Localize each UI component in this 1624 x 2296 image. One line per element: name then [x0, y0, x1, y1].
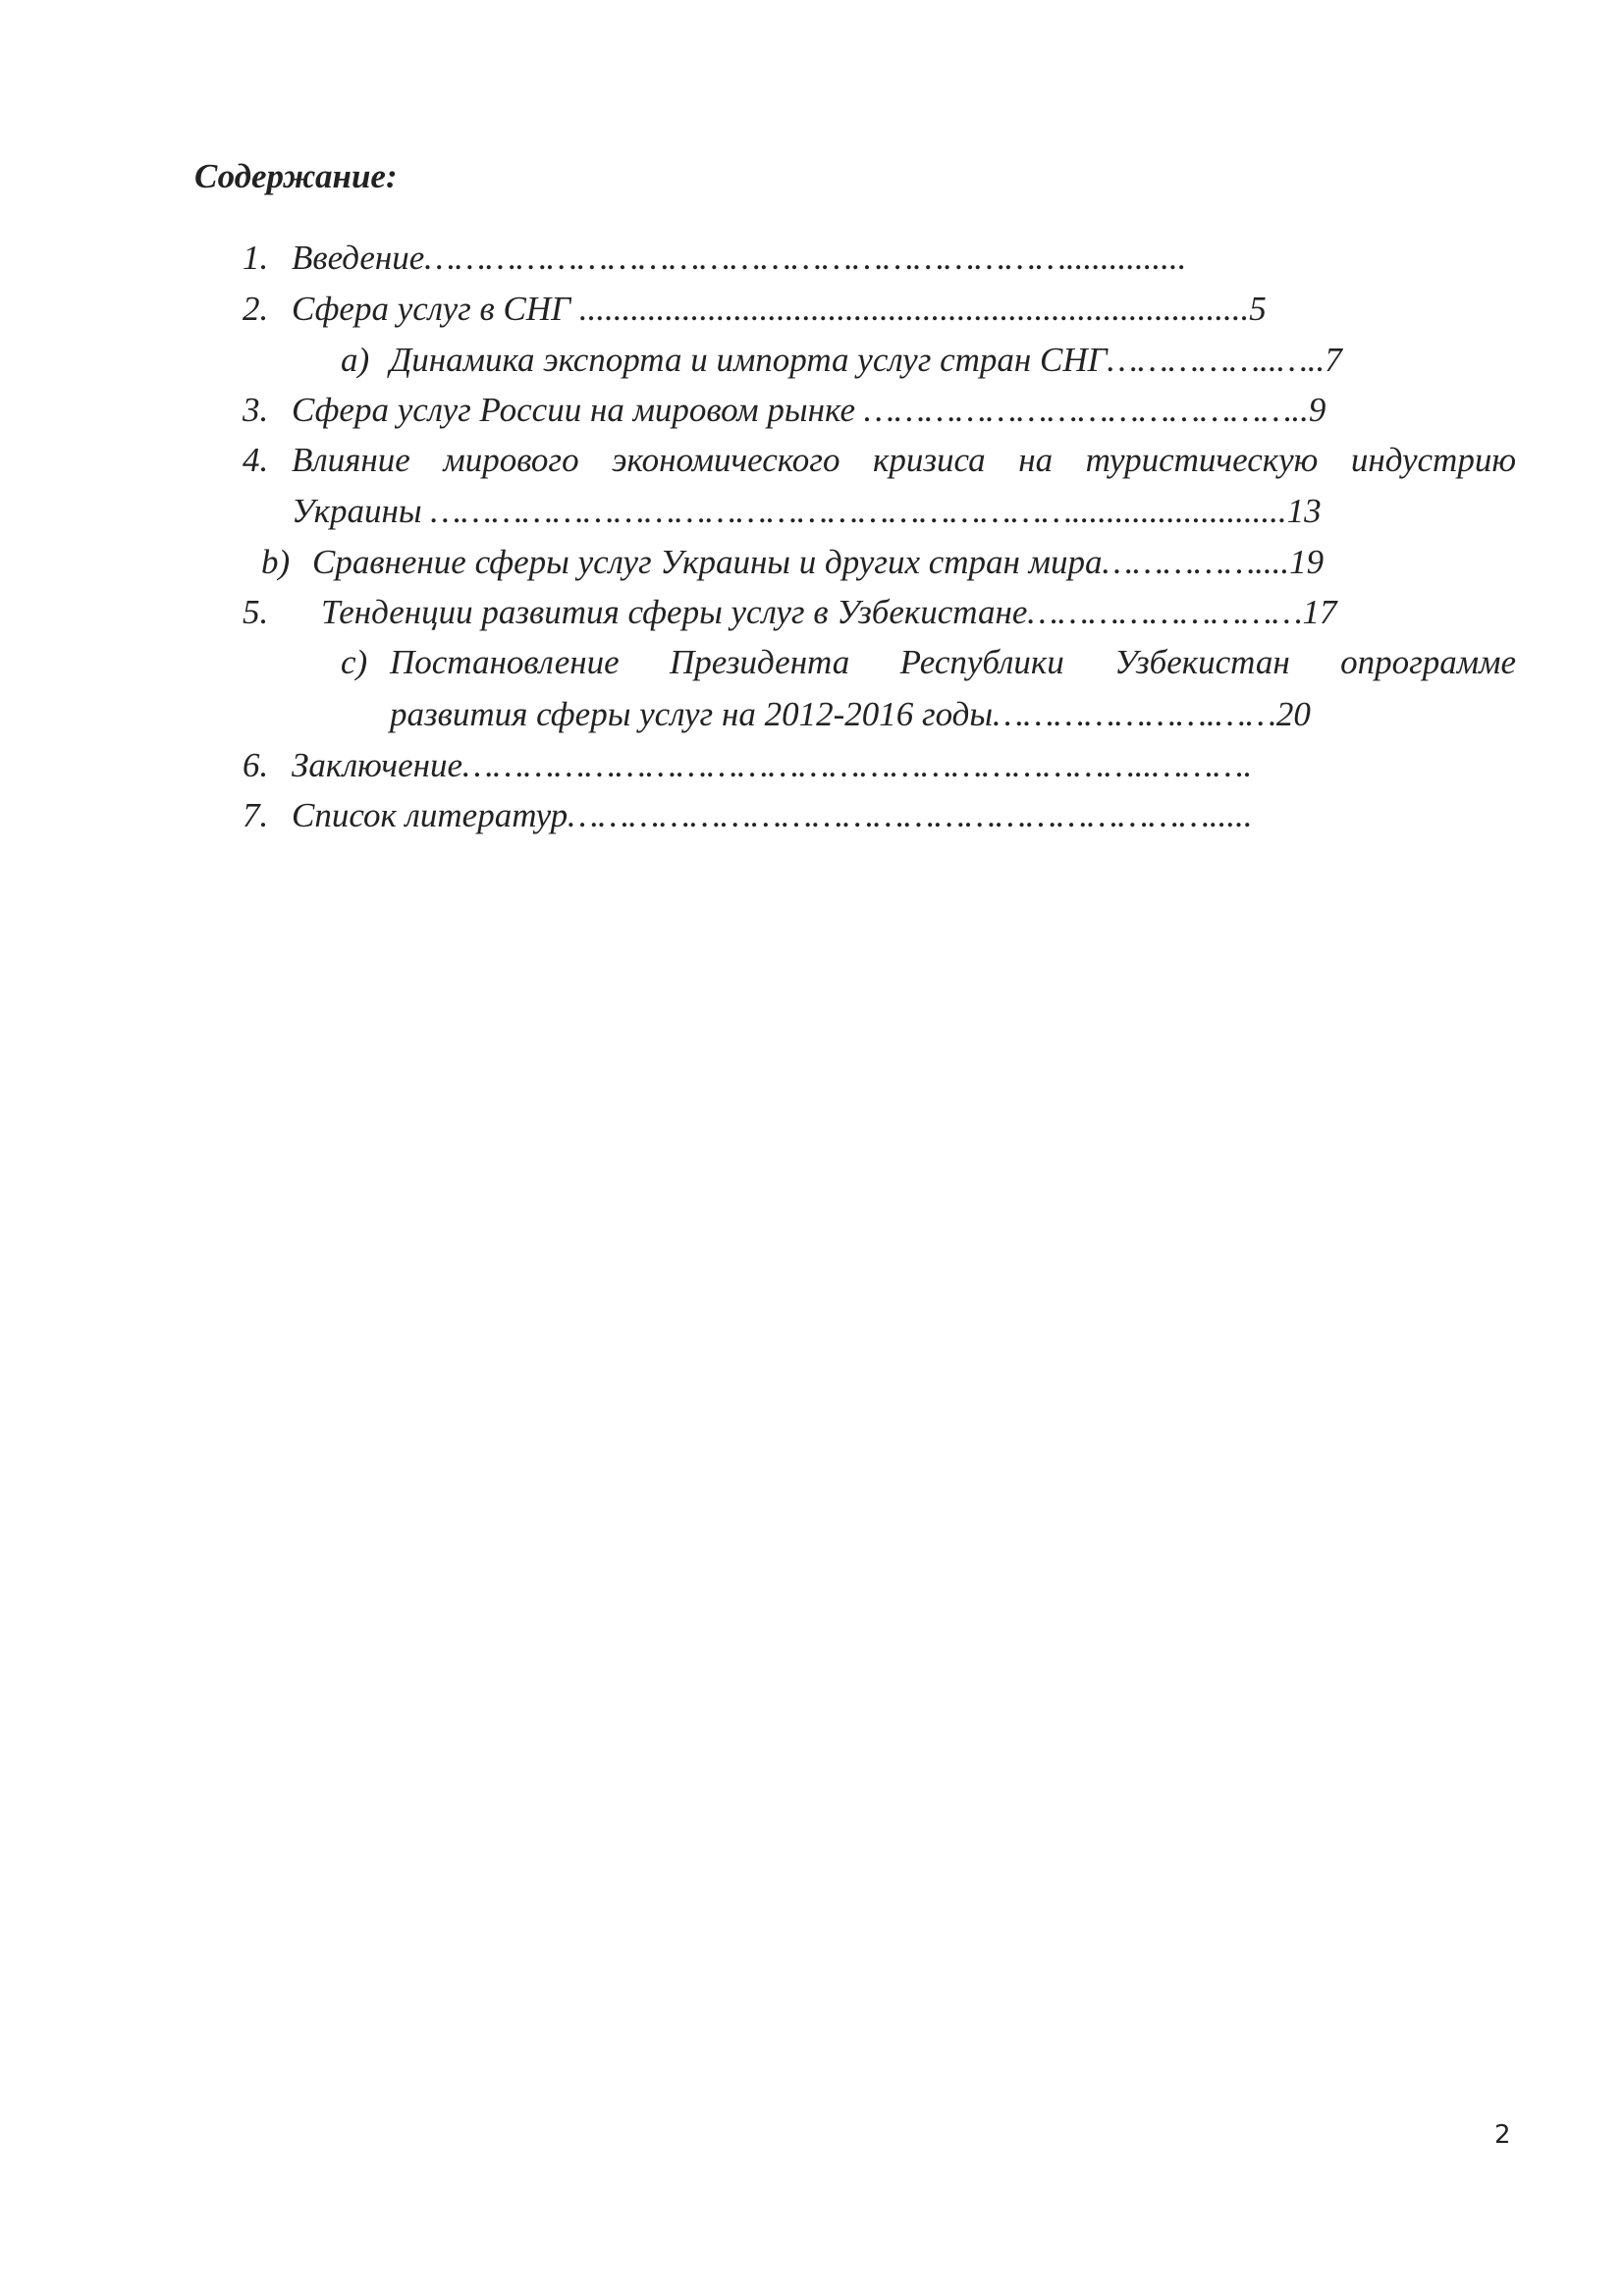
toc-item-2-number: 2.: [243, 290, 269, 328]
toc-item-7-text: Список литератур……………………………………………………….....: [292, 796, 1253, 834]
toc-subitem-b: [261, 545, 1324, 579]
toc-subitem-c-letter: c): [341, 643, 368, 681]
toc-subitem-c-text-line2: развития сферы услуг на 2012-2016 годы………………….……20: [390, 695, 1311, 733]
toc-subitem-b-text: Сравнение сферы услуг Украины и других стран мира……………....19: [312, 543, 1325, 581]
toc-item-1-number: 1.: [243, 239, 269, 277]
toc-subitem-a-letter: a): [341, 341, 370, 379]
toc-item-7-number: 7.: [243, 796, 269, 834]
toc-subitem-b-letter: b): [261, 543, 291, 581]
toc-item-5: [243, 595, 1336, 629]
toc-item-5-number: 5.: [243, 593, 269, 631]
toc-item-4-text-line1: Влияние мирового экономического кризиса на туристическую индустрию: [292, 441, 1516, 479]
toc-item-1-text: Введение………………………………………………………..............: [292, 239, 1187, 277]
toc-item-3-text: Сфера услуг России на мировом рынке ……………………………………..9: [292, 391, 1326, 429]
toc-item-7: [243, 798, 1252, 832]
toc-item-6-number: 6.: [243, 746, 269, 784]
toc-item-3: [243, 393, 1326, 427]
toc-item-6: [243, 748, 1252, 782]
toc-heading: Содержание:: [194, 157, 398, 195]
toc-item-3-number: 3.: [243, 391, 269, 429]
toc-item-2: [243, 292, 1267, 326]
toc-item-5-text: Тенденции развития сферы услуг в Узбекистане………………………17: [321, 593, 1337, 631]
toc-subitem-a-text: Динамика экспорта и импорта услуг стран СНГ……………..…..7: [390, 341, 1342, 379]
page-number: 2: [1494, 2120, 1511, 2150]
toc-item-6-text: Заключение…………………………………………………………..……….: [292, 746, 1253, 784]
toc-subitem-c-text-line1: Постановление Президента Республики Узбекистан опрограмме: [390, 643, 1516, 681]
toc-subitem-a: [341, 343, 1342, 377]
toc-item-2-text: Сфера услуг в СНГ ..............................................................................5: [292, 290, 1267, 328]
toc-item-4-text-line2: Украины ……………………………………………………….........................13: [292, 492, 1322, 530]
toc-item-4-number: 4.: [243, 441, 269, 479]
toc-item-1: [243, 240, 1186, 275]
